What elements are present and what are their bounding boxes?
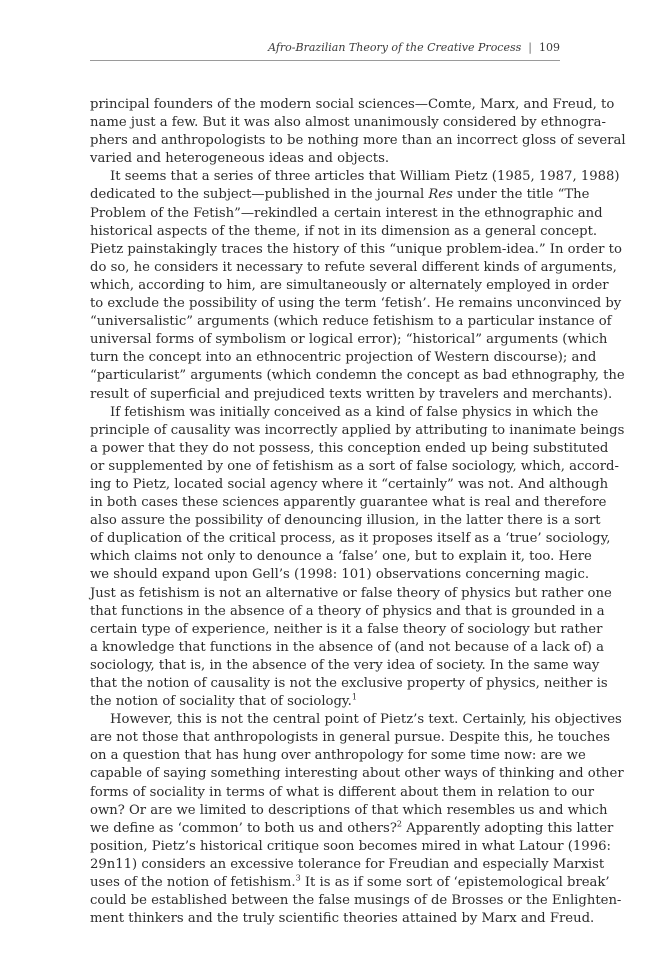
paragraph	[90, 404, 625, 712]
text-line: certain type of experience, neither is it a false theory of sociology but rather	[90, 621, 603, 637]
text-line: historical aspects of the theme, if not in its dimension as a general concept.	[90, 223, 598, 239]
paragraph	[90, 96, 626, 168]
text-line: which claims not only to denounce a ‘false’ one, but to explain it, too. Here	[90, 549, 592, 565]
footnote-marker[interactable]: 3	[295, 873, 301, 883]
text-line: “particularist” arguments (which condemn the concept as bad ethnography, the	[90, 368, 625, 384]
body-text	[90, 96, 626, 928]
text-line: turn the concept into an ethnocentric projection of Western discourse); and	[90, 350, 597, 366]
text-line: do so, he considers it necessary to refute several different kinds of arguments,	[90, 259, 617, 275]
footnote-marker[interactable]: 2	[396, 819, 402, 829]
header-separator: |	[528, 41, 532, 54]
text-line: ment thinkers and the truly scientific theories attained by Marx and Freud.	[90, 911, 595, 927]
text-line: However, this is not the central point of Pietz’s text. Certainly, his objectives	[110, 712, 622, 728]
text-line: principle of causality was incorrectly applied by attributing to inanimate beings	[90, 422, 625, 438]
text-line: 29n11) considers an excessive tolerance for Freudian and especially Marxist	[90, 856, 605, 872]
paragraph	[90, 711, 624, 928]
text-line: of duplication of the critical process, as it proposes itself as a ‘true’ sociology,	[90, 531, 611, 547]
text-line: are not those that anthropologists in general pursue. Despite this, he touches	[90, 730, 610, 746]
text-line: in both cases these sciences apparently guarantee what is real and therefore	[90, 495, 607, 511]
text-line: result of superficial and prejudiced texts written by travelers and merchants).	[90, 386, 613, 402]
text-line: Pietz painstakingly traces the history of this “unique problem-idea.” In order to	[90, 241, 622, 257]
text-line: capable of saying something interesting about other ways of thinking and other	[90, 766, 624, 782]
text-line: It seems that a series of three articles that William Pietz (1985, 1987, 1988)	[110, 169, 620, 185]
text-line: on a question that has hung over anthropology for some time now: are we	[90, 748, 586, 764]
text-line: name just a few. But it was also almost unanimously considered by ethnogra-	[90, 115, 606, 131]
text-line: own? Or are we limited to descriptions of that which resembles us and which	[90, 802, 608, 818]
italic-title: Res	[428, 187, 453, 203]
paragraph	[90, 168, 625, 403]
text-line: ing to Pietz, located social agency where it “certainly” was not. And although	[90, 476, 609, 492]
text-line: we should expand upon Gell’s (1998: 101) observations concerning magic.	[90, 567, 590, 583]
text-line: forms of sociality in terms of what is different about them in relation to our	[90, 784, 595, 800]
text-line: a power that they do not possess, this conception ended up being substituted	[90, 440, 609, 456]
text-line: that functions in the absence of a theory of physics and that is grounded in a	[90, 603, 605, 619]
text-line: dedicated to the subject—published in the journal Res under the title “The	[90, 187, 590, 203]
text-line: to exclude the possibility of using the term ‘fetish’. He remains unconvinced by	[90, 296, 622, 312]
text-line: that the notion of causality is not the exclusive property of physics, neither is	[90, 676, 608, 691]
page-number: 109	[539, 41, 560, 54]
text-line: principal founders of the modern social sciences—Comte, Marx, and Freud, to	[90, 97, 615, 112]
text-line: or supplemented by one of fetishism as a sort of false sociology, which, accord-	[90, 458, 619, 474]
text-line: If fetishism was initially conceived as a kind of false physics in which the	[110, 404, 599, 420]
text-line: which, according to him, are simultaneously or alternately employed in order	[90, 277, 609, 293]
text-line: a knowledge that functions in the absence of (and not because of a lack of) a	[90, 639, 604, 655]
footnote-marker[interactable]: 1	[351, 692, 357, 702]
text-line: phers and anthropologists to be nothing more than an incorrect gloss of several	[90, 133, 626, 149]
text-line: Just as fetishism is not an alternative or false theory of physics but rather one	[90, 585, 612, 601]
text-line: sociology, that is, in the absence of the very idea of society. In the same way	[90, 657, 600, 673]
text-line: varied and heterogeneous ideas and objects.	[90, 151, 390, 167]
running-header	[90, 38, 560, 61]
text-line: “universalistic” arguments (which reduce fetishism to a particular instance of	[90, 314, 612, 330]
text-line: the notion of sociality that of sociology.$^1$	[90, 692, 357, 710]
running-title: Afro-Brazilian Theory of the Creative Process	[268, 41, 522, 54]
text-line: could be established between the false musings of de Brosses or the Enlighten-	[90, 893, 622, 909]
text-line: universal forms of symbolism or logical error); “historical” arguments (which	[90, 332, 608, 348]
text-line: we define as ‘common’ to both us and others?$^2$ Apparently adopting this latter	[90, 819, 614, 836]
text-line: also assure the possibility of denouncing illusion, in the latter there is a sort	[90, 513, 601, 529]
text-line: uses of the notion of fetishism.$^3$ It is as if some sort of ‘epistemological break’	[90, 873, 610, 891]
text-line: Problem of the Fetish”—rekindled a certain interest in the ethnographic and	[90, 205, 603, 221]
text-line: position, Pietz’s historical critique soon becomes mired in what Latour (1996:	[90, 838, 611, 854]
